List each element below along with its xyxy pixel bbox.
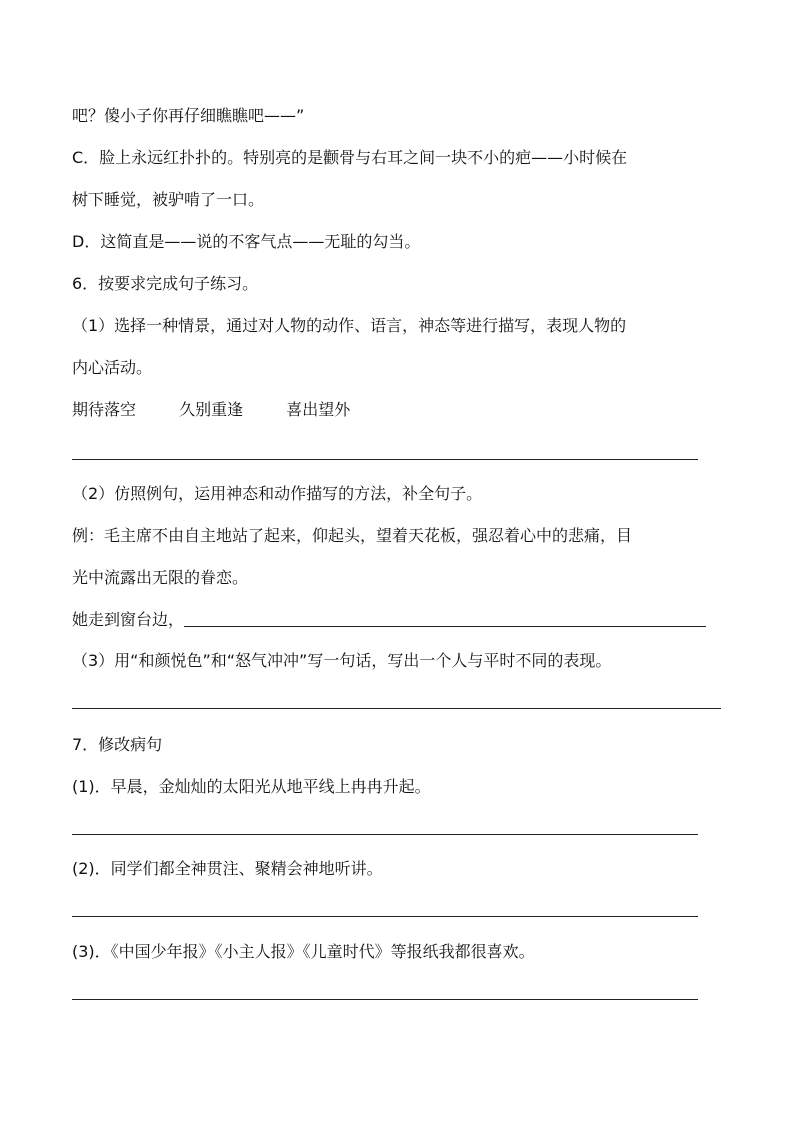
answer-blank-6-1[interactable] (72, 459, 698, 460)
question-6-title: 6．按要求完成句子练习。 (72, 274, 259, 293)
q7-3-sentence: (3)．《中国少年报》《小主人报》《儿童时代》等报纸我都很喜欢。 (72, 942, 535, 961)
answer-blank-6-3[interactable] (72, 708, 721, 709)
q6-2-example-line-1: 例：毛主席不由自主地站了起来，仰起头，望着天花板，强忍着心中的悲痛，目 (72, 526, 633, 545)
scenario-options (72, 400, 350, 420)
scenario-option-2: 久别重逢 (179, 400, 244, 419)
q6-1-prompt-line-1: （1）选择一种情景，通过对人物的动作、语言，神态等进行描写，表现人物的 (72, 316, 627, 335)
scenario-option-3: 喜出望外 (286, 400, 351, 419)
answer-blank-7-1[interactable] (72, 834, 698, 835)
text-line: 吧？傻小子你再仔细瞧瞧吧——” (72, 106, 305, 125)
answer-blank-7-3[interactable] (72, 999, 698, 1000)
option-c-line-2: 树下睡觉，被驴啃了一口。 (72, 190, 265, 209)
q6-2-prompt: （2）仿照例句，运用神态和动作描写的方法，补全句子。 (72, 484, 483, 503)
scenario-option-1: 期待落空 (72, 400, 137, 419)
q7-2-sentence: (2)．同学们都全神贯注、聚精会神地听讲。 (72, 859, 383, 878)
answer-blank-6-2[interactable] (184, 626, 706, 627)
question-7-title: 7．修改病句 (72, 735, 163, 754)
q6-3-prompt: （3）用“和颜悦色”和“怒气冲冲”写一句话，写出一个人与平时不同的表现。 (72, 651, 612, 670)
option-d: D．这简直是——说的不客气点——无耻的勾当。 (72, 232, 421, 251)
q6-2-example-line-2: 光中流露出无限的眷恋。 (72, 568, 249, 587)
option-c-line-1: C．脸上永远红扑扑的。特别亮的是颧骨与右耳之间一块不小的疤——小时候在 (72, 148, 628, 167)
q6-2-sentence-start: 她走到窗台边， (72, 610, 185, 629)
q6-1-prompt-line-2: 内心活动。 (72, 358, 153, 377)
q7-1-sentence: (1)．早晨，金灿灿的太阳光从地平线上冉冉升起。 (72, 777, 431, 796)
answer-blank-7-2[interactable] (72, 916, 698, 917)
